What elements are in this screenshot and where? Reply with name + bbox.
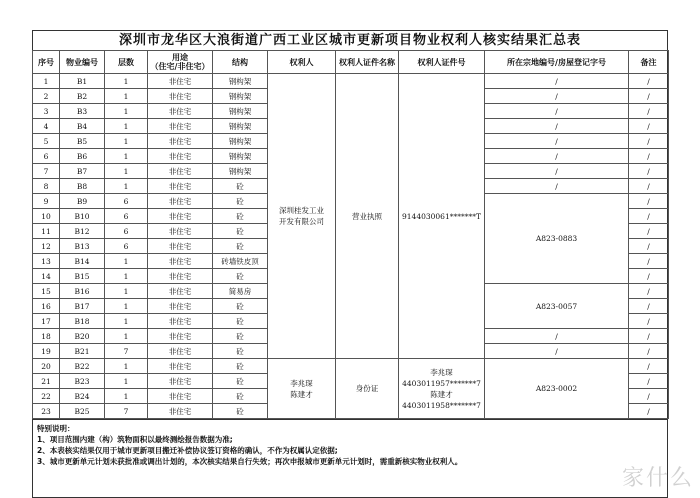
cell-remark: /: [629, 134, 669, 149]
cell-floors: 1: [105, 119, 148, 134]
cell-remark: /: [629, 299, 669, 314]
cell-use: 非住宅: [148, 89, 213, 104]
note-item: 2、本表核实结果仅用于城市更新项目搬迁补偿协议签订资格的确认，不作为权属认定依据;: [37, 446, 338, 455]
cell-seq: 6: [33, 149, 60, 164]
cell-remark: /: [629, 374, 669, 389]
cell-seq: 12: [33, 239, 60, 254]
cell-code: B2: [60, 89, 105, 104]
cell-floors: 7: [105, 404, 148, 419]
cell-seq: 21: [33, 374, 60, 389]
cell-code: B12: [60, 224, 105, 239]
cell-seq: 10: [33, 209, 60, 224]
cell-remark: /: [629, 89, 669, 104]
cell-seq: 11: [33, 224, 60, 239]
cell-seq: 5: [33, 134, 60, 149]
cell-seq: 18: [33, 329, 60, 344]
cell-floors: 1: [105, 179, 148, 194]
cell-code: B21: [60, 344, 105, 359]
cell-seq: 4: [33, 119, 60, 134]
cell-floors: 1: [105, 359, 148, 374]
table-body: [33, 74, 669, 419]
header-row: [33, 51, 669, 74]
cell-parcel: /: [485, 89, 629, 104]
owner-people-line1: 李兆琛: [290, 378, 313, 388]
cell-code: B16: [60, 284, 105, 299]
col-floors: 层数: [105, 51, 148, 74]
cell-parcel: /: [485, 119, 629, 134]
cell-use: 非住宅: [148, 269, 213, 284]
cell-floors: 1: [105, 374, 148, 389]
cell-parcel: /: [485, 329, 629, 344]
cell-structure: 钢构架: [213, 104, 268, 119]
cell-floors: 1: [105, 314, 148, 329]
table-row: [33, 359, 669, 374]
notes-heading: 特别说明：: [37, 424, 75, 433]
cell-use: 非住宅: [148, 119, 213, 134]
cell-floors: 6: [105, 224, 148, 239]
cell-seq: 9: [33, 194, 60, 209]
special-notes: [33, 419, 667, 497]
cert-people-cert-line4: 4403011958*******7: [402, 400, 481, 410]
cell-structure: 砼: [213, 329, 268, 344]
cell-use: 非住宅: [148, 359, 213, 374]
cell-seq: 2: [33, 89, 60, 104]
col-cert-no: 权利人证件号: [399, 51, 485, 74]
cert-people-cert-line2: 4403011957*******7: [402, 378, 481, 388]
cell-use: 非住宅: [148, 374, 213, 389]
cell-floors: 1: [105, 299, 148, 314]
sheet-title: 深圳市龙华区大浪街道广西工业区城市更新项目物业权利人核实结果汇总表: [33, 31, 667, 51]
summary-sheet: [32, 30, 668, 498]
cell-structure: 简易房: [213, 284, 268, 299]
cell-owner-company: [268, 74, 336, 359]
cell-structure: 砼: [213, 314, 268, 329]
note-item: 1、项目范围内建（构）筑物面积以最终测绘报告数据为准;: [37, 435, 233, 444]
cell-parcel: /: [485, 149, 629, 164]
cell-use: 非住宅: [148, 329, 213, 344]
cell-remark: /: [629, 119, 669, 134]
table-row: [33, 74, 669, 89]
cell-cert-no-people: [399, 359, 485, 419]
cell-remark: /: [629, 164, 669, 179]
cell-structure: 砼: [213, 374, 268, 389]
cell-structure: 砼: [213, 359, 268, 374]
cell-use: 非住宅: [148, 209, 213, 224]
cell-use: 非住宅: [148, 164, 213, 179]
cell-code: B4: [60, 119, 105, 134]
note-item: 3、城市更新单元计划未获批准或调出计划的，本次核实结果自行失效；再次申报城市更新单元计划时，需重新核实物业权利人。: [37, 457, 463, 466]
cell-code: B10: [60, 209, 105, 224]
cell-remark: /: [629, 359, 669, 374]
cert-people-cert-line3: 陈建才: [430, 389, 453, 399]
cell-code: B18: [60, 314, 105, 329]
owner-table: [32, 50, 669, 419]
cell-remark: /: [629, 209, 669, 224]
cell-use: 非住宅: [148, 284, 213, 299]
owner-people-line2: 陈建才: [290, 389, 313, 399]
cell-floors: 7: [105, 344, 148, 359]
cell-code: B6: [60, 149, 105, 164]
cell-floors: 6: [105, 194, 148, 209]
cell-code: B22: [60, 359, 105, 374]
cell-floors: 1: [105, 269, 148, 284]
cell-code: B13: [60, 239, 105, 254]
cell-structure: 砼: [213, 224, 268, 239]
cell-structure: 砼: [213, 179, 268, 194]
cell-code: B5: [60, 134, 105, 149]
cell-floors: 1: [105, 104, 148, 119]
cell-structure: 砖墙铁皮顶: [213, 254, 268, 269]
cell-remark: /: [629, 254, 669, 269]
col-parcel: 所在宗地编号/房屋登记字号: [485, 51, 629, 74]
cell-code: B14: [60, 254, 105, 269]
cell-structure: 砼: [213, 209, 268, 224]
cell-structure: 钢构架: [213, 74, 268, 89]
cell-remark: /: [629, 404, 669, 419]
cell-floors: 1: [105, 74, 148, 89]
cell-floors: 1: [105, 149, 148, 164]
cell-floors: 1: [105, 134, 148, 149]
cell-structure: 砼: [213, 344, 268, 359]
cell-remark: /: [629, 284, 669, 299]
cell-parcel: /: [485, 134, 629, 149]
cell-structure: 钢构架: [213, 89, 268, 104]
cell-seq: 23: [33, 404, 60, 419]
cell-seq: 17: [33, 314, 60, 329]
cell-seq: 1: [33, 74, 60, 89]
cell-seq: 15: [33, 284, 60, 299]
cell-remark: /: [629, 269, 669, 284]
cell-floors: 6: [105, 209, 148, 224]
cell-use: 非住宅: [148, 344, 213, 359]
cell-floors: 1: [105, 329, 148, 344]
cell-parcel: /: [485, 74, 629, 89]
cell-parcel-group-a: A823-0883: [485, 194, 629, 284]
cell-parcel: /: [485, 164, 629, 179]
cell-code: B17: [60, 299, 105, 314]
col-code: 物业编号: [60, 51, 105, 74]
col-cert-name: 权利人证件名称: [336, 51, 399, 74]
cell-seq: 8: [33, 179, 60, 194]
cell-structure: 砼: [213, 389, 268, 404]
cell-seq: 7: [33, 164, 60, 179]
cell-remark: /: [629, 389, 669, 404]
cell-use: 非住宅: [148, 179, 213, 194]
cell-use: 非住宅: [148, 314, 213, 329]
cell-code: B1: [60, 74, 105, 89]
cell-use: 非住宅: [148, 254, 213, 269]
cell-structure: 砼: [213, 269, 268, 284]
cell-seq: 16: [33, 299, 60, 314]
cell-code: B9: [60, 194, 105, 209]
cell-owner-people: [268, 359, 336, 419]
cert-people-cert-line1: 李兆琛: [430, 367, 453, 377]
cell-structure: 砼: [213, 194, 268, 209]
cell-code: B7: [60, 164, 105, 179]
cell-use: 非住宅: [148, 149, 213, 164]
cell-use: 非住宅: [148, 239, 213, 254]
cell-remark: /: [629, 104, 669, 119]
cell-floors: 6: [105, 239, 148, 254]
cell-code: B3: [60, 104, 105, 119]
cell-remark: /: [629, 194, 669, 209]
cell-seq: 19: [33, 344, 60, 359]
cell-floors: 1: [105, 389, 148, 404]
cell-cert-no-company: 9144030061*******T: [399, 74, 485, 359]
cell-seq: 14: [33, 269, 60, 284]
cell-parcel-people: A823-0002: [485, 359, 629, 419]
cell-use: 非住宅: [148, 404, 213, 419]
cell-parcel: /: [485, 179, 629, 194]
cell-parcel: /: [485, 344, 629, 359]
col-use-line2: （住宅/非住宅）: [150, 61, 210, 71]
cell-floors: 1: [105, 89, 148, 104]
cell-parcel-group-b: A823-0057: [485, 284, 629, 329]
cell-use: 非住宅: [148, 134, 213, 149]
col-owner: 权利人: [268, 51, 336, 74]
cell-structure: 钢构架: [213, 119, 268, 134]
cell-code: B25: [60, 404, 105, 419]
cell-floors: 1: [105, 254, 148, 269]
cell-remark: /: [629, 344, 669, 359]
cell-seq: 22: [33, 389, 60, 404]
cell-code: B15: [60, 269, 105, 284]
cell-structure: 钢构架: [213, 149, 268, 164]
cell-floors: 1: [105, 284, 148, 299]
cell-cert-name-company: 营业执照: [336, 74, 399, 359]
cell-code: B8: [60, 179, 105, 194]
cell-structure: 砼: [213, 299, 268, 314]
cell-use: 非住宅: [148, 299, 213, 314]
col-use: [148, 51, 213, 74]
cell-remark: /: [629, 314, 669, 329]
cell-remark: /: [629, 224, 669, 239]
cell-structure: 砼: [213, 404, 268, 419]
cell-code: B23: [60, 374, 105, 389]
cell-remark: /: [629, 179, 669, 194]
cell-structure: 砼: [213, 239, 268, 254]
col-seq: 序号: [33, 51, 60, 74]
cell-seq: 20: [33, 359, 60, 374]
owner-company-line2: 开发有限公司: [279, 217, 324, 226]
col-structure: 结构: [213, 51, 268, 74]
owner-company-line1: 深圳桂发工业: [279, 206, 324, 215]
cell-seq: 13: [33, 254, 60, 269]
cell-structure: 钢构架: [213, 164, 268, 179]
cell-floors: 1: [105, 164, 148, 179]
cell-cert-name-people: 身份证: [336, 359, 399, 419]
cell-use: 非住宅: [148, 194, 213, 209]
cell-code: B24: [60, 389, 105, 404]
cell-remark: /: [629, 74, 669, 89]
watermark: 家什么: [621, 466, 694, 491]
cell-use: 非住宅: [148, 224, 213, 239]
cell-use: 非住宅: [148, 104, 213, 119]
cell-seq: 3: [33, 104, 60, 119]
cell-code: B20: [60, 329, 105, 344]
cell-use: 非住宅: [148, 389, 213, 404]
cell-use: 非住宅: [148, 74, 213, 89]
col-remark: 备注: [629, 51, 669, 74]
cell-structure: 钢构架: [213, 134, 268, 149]
cell-remark: /: [629, 149, 669, 164]
col-use-line1: 用途: [172, 52, 188, 62]
cell-remark: /: [629, 239, 669, 254]
cell-remark: /: [629, 329, 669, 344]
cell-parcel: /: [485, 104, 629, 119]
